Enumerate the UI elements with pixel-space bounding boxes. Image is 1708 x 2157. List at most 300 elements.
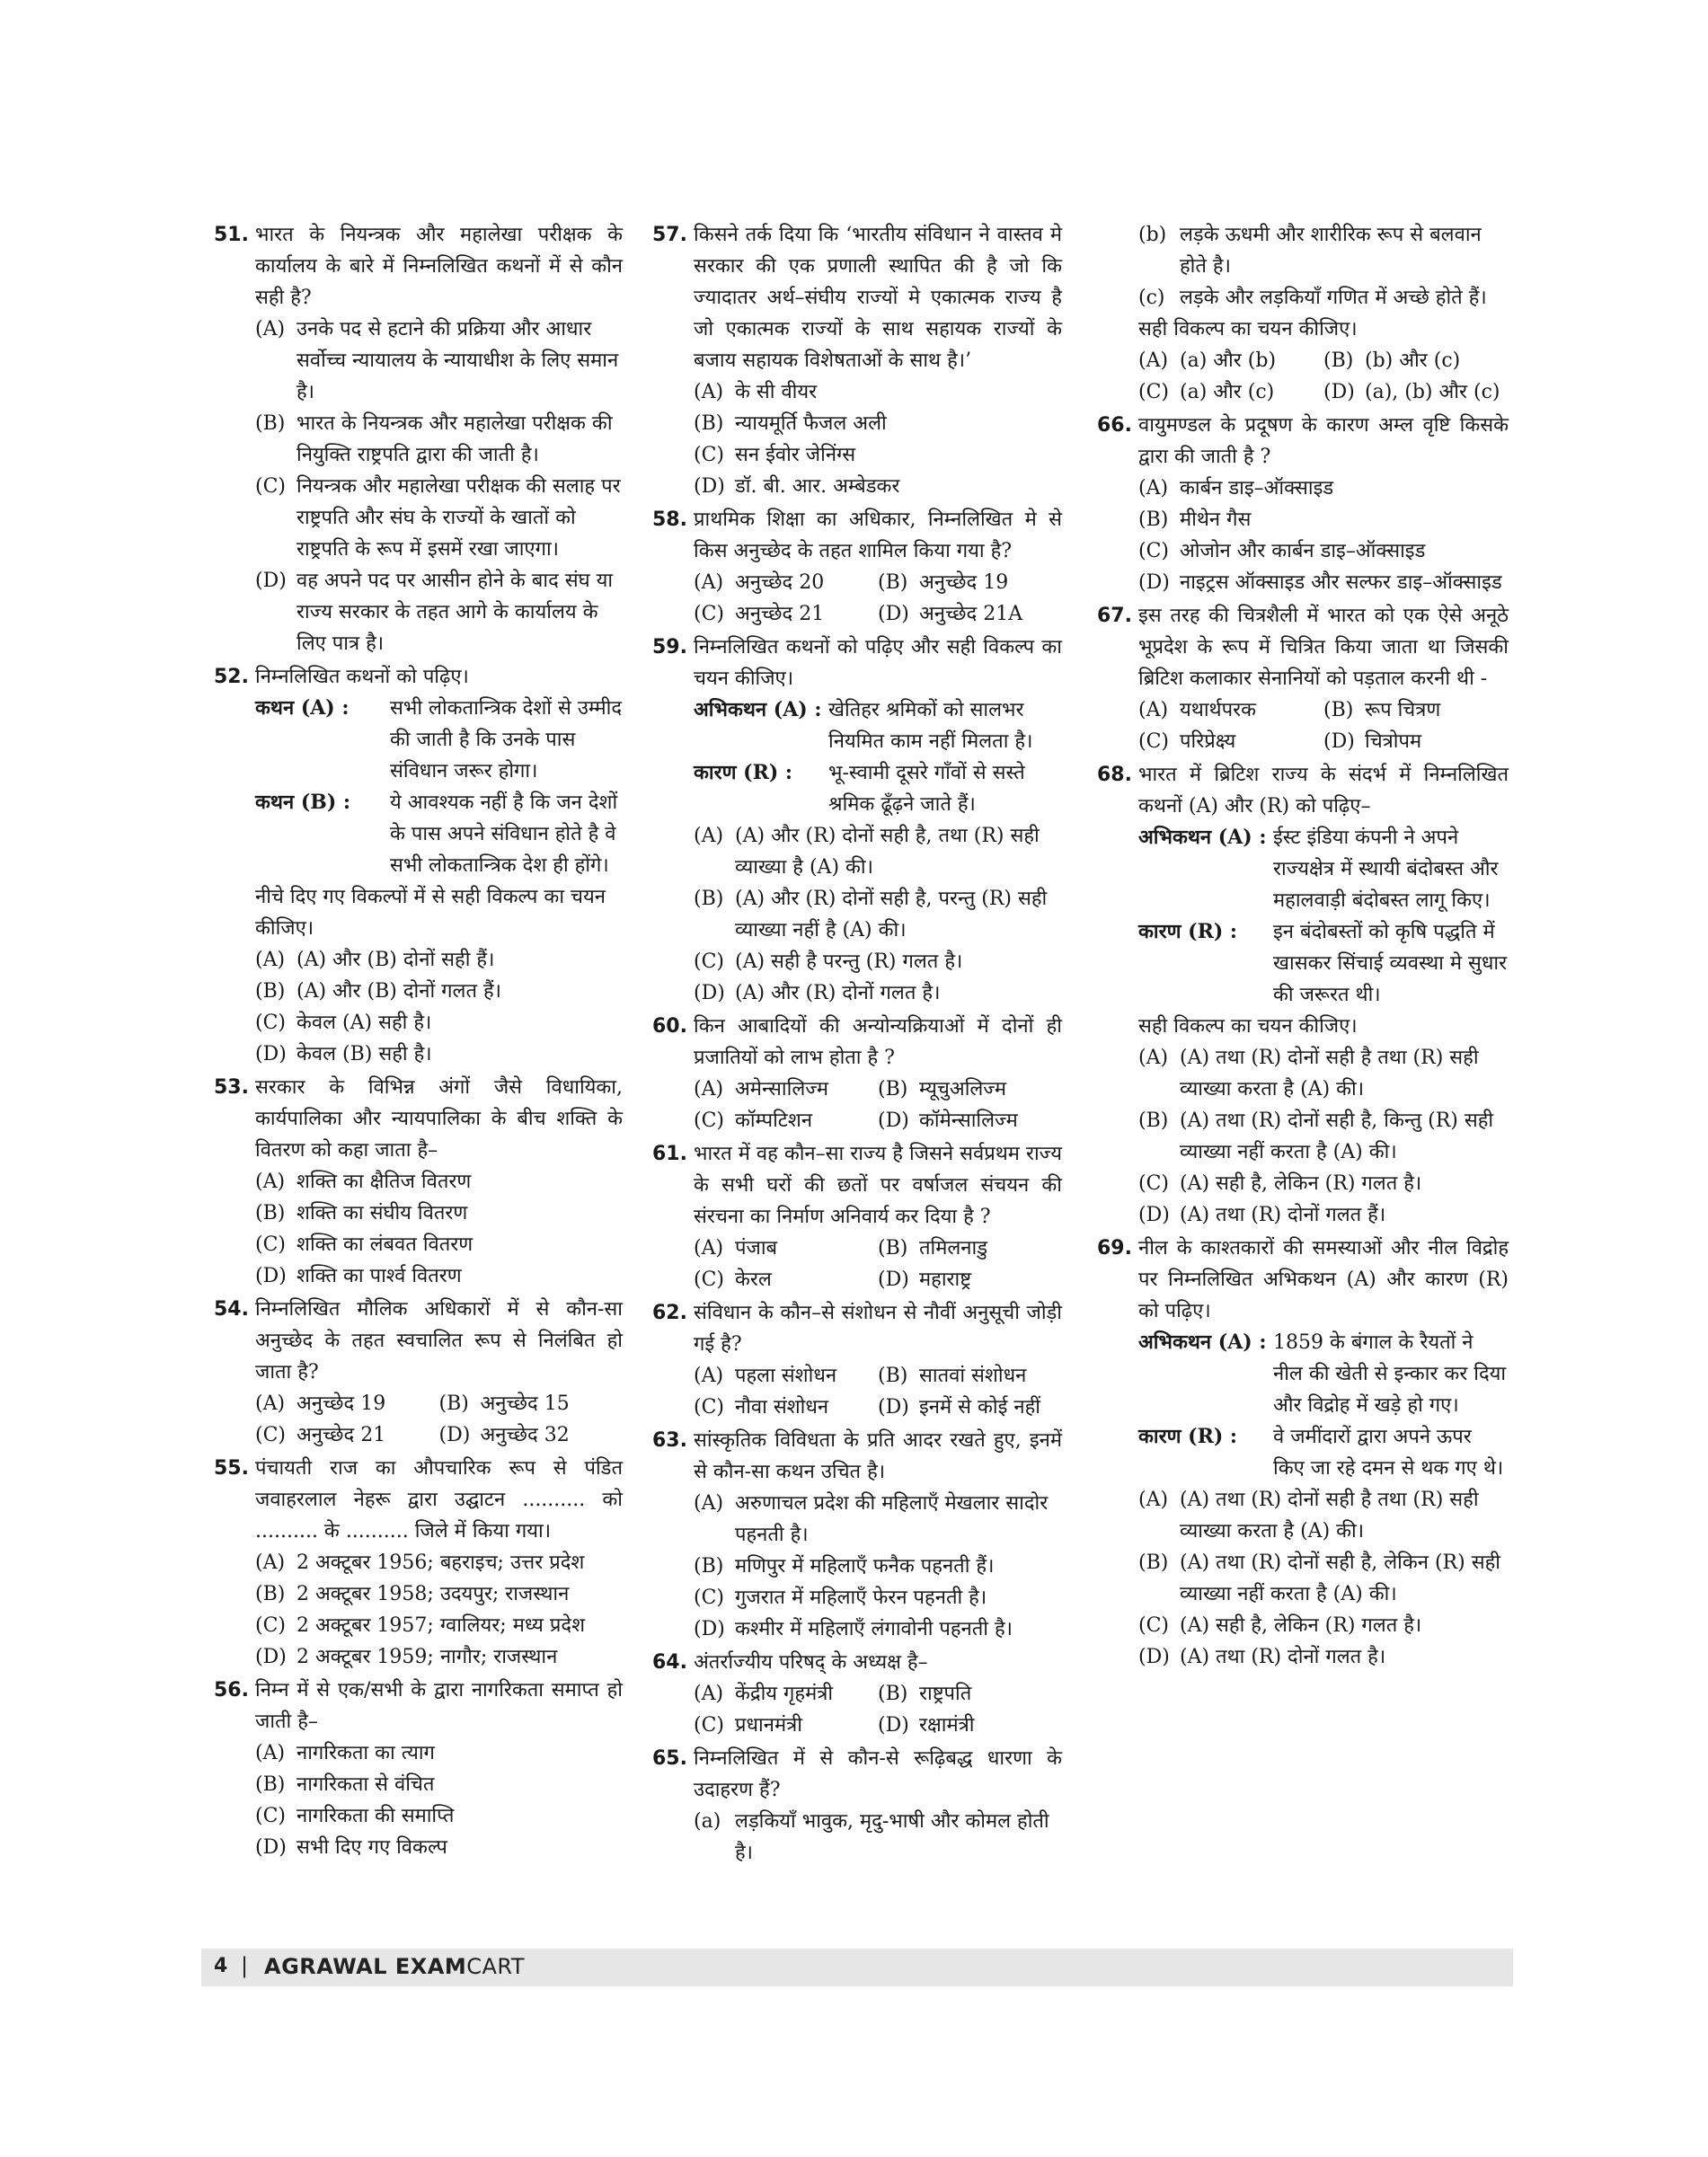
option-label: (B) (1138, 1109, 1169, 1132)
option-text: केवल (A) सही है। (296, 1012, 432, 1034)
option (439, 1419, 624, 1451)
option (694, 1613, 1062, 1645)
option-text: रक्षामंत्री (919, 1714, 975, 1737)
option (1323, 694, 1509, 726)
option (255, 1229, 623, 1260)
option-text: सातवां संशोधन (919, 1365, 1027, 1387)
option (694, 1264, 878, 1295)
option-label: (A) (255, 1742, 286, 1764)
option (694, 1392, 878, 1423)
option-label: (A) (1138, 699, 1169, 721)
option (1138, 1105, 1509, 1168)
question-67 (1097, 600, 1509, 757)
option-label: (C) (694, 1396, 724, 1419)
option-text: शक्ति का लंबवत वितरण (296, 1233, 473, 1256)
option-label: (D) (1323, 730, 1355, 753)
option (694, 1105, 878, 1136)
option-text: तमिलनाडु (919, 1237, 987, 1260)
option-text: कॉमेन्सालिज्म (919, 1109, 1018, 1132)
statement-label: कारण (R) : (1138, 920, 1238, 943)
option-row (694, 1264, 1062, 1295)
option-text: कार्बन डाइ–ऑक्साइड (1180, 477, 1334, 499)
option (878, 1233, 1062, 1264)
option (1323, 376, 1509, 408)
option-text: (A) तथा (R) दोनों सही है तथा (R) सही व्याख्या करता है (A) की। (1180, 1489, 1479, 1543)
statement-label: कथन (A) : (255, 696, 350, 720)
option-text: अनुच्छेद 15 (480, 1392, 570, 1415)
option (255, 1578, 623, 1610)
statement-label: अभिकथन (A) : (694, 698, 822, 721)
option-text: 2 अक्टूबर 1957; ग्वालियर; मध्य प्रदेश (296, 1614, 586, 1637)
option (255, 1198, 623, 1229)
option-label: (B) (1138, 1551, 1169, 1574)
option-label: (A) (1138, 477, 1169, 499)
option-label: (A) (694, 1683, 724, 1705)
option-row (1138, 376, 1509, 408)
option (255, 1737, 623, 1769)
option (694, 408, 1062, 439)
option (694, 1710, 878, 1741)
option (255, 1641, 623, 1673)
option-label: (A) (694, 1078, 724, 1101)
option (255, 1007, 623, 1039)
option-text: (a), (b) और (c) (1365, 381, 1500, 403)
option-row (1138, 694, 1509, 726)
question-number: 52. (214, 666, 249, 688)
option (255, 944, 623, 976)
option-text: यथार्थपरक (1180, 699, 1256, 721)
option-text: लड़के ऊधमी और शारीरिक रूप से बलवान होते है। (1180, 224, 1482, 278)
question-65 (652, 1743, 1062, 1869)
question-text: सांस्कृतिक विविधता के प्रति आदर रखते हुए, इनमें से कौन-सा कथन उचित है। (694, 1429, 1062, 1483)
option-label: (C) (255, 1614, 286, 1637)
option-text: नागरिकता की समाप्ति (296, 1805, 455, 1827)
option-text: उनके पद से हटाने की प्रक्रिया और आधार सर्वोच्च न्यायालय के न्यायाधीश के लिए समान है। (296, 318, 619, 403)
statement (1138, 1421, 1509, 1484)
option (878, 1264, 1062, 1295)
statement-label: कारण (R) : (1138, 1425, 1238, 1448)
option (255, 471, 623, 565)
option-text: (A) और (B) दोनों सही हैं। (296, 949, 495, 971)
option-label: (C) (694, 1269, 724, 1291)
option (255, 1832, 623, 1863)
option (1138, 1484, 1509, 1547)
option-text: प्रधानमंत्री (735, 1714, 802, 1737)
question-text: किन आबादियों की अन्योन्यक्रियाओं में दोनों ही प्रजातियों को लाभ होता है ? (694, 1015, 1062, 1069)
option-text: 2 अक्टूबर 1959; नागौर; राजस्थान (296, 1646, 558, 1668)
question-number: 55. (214, 1457, 249, 1480)
option-label: (A) (694, 1237, 724, 1260)
option (694, 1806, 1062, 1869)
option (439, 1388, 624, 1419)
option-text: न्यायमूर्ति फैजल अली (735, 412, 887, 435)
question-text: नील के काश्तकारों की समस्याओं और नील विद्रोह पर निम्नलिखित अभिकथन (A) और कारण (R) को पढ़िए। (1138, 1237, 1509, 1322)
option-text: अनुच्छेद 20 (735, 571, 825, 594)
question-56 (214, 1675, 623, 1863)
question-64 (652, 1647, 1062, 1741)
option (1138, 473, 1509, 504)
option-text: इनमें से कोई नहीं (919, 1396, 1041, 1419)
question-number: 53. (214, 1076, 249, 1099)
option (694, 820, 1062, 883)
option-label: (B) (255, 980, 286, 1003)
question-51 (214, 219, 623, 659)
question-number: 63. (652, 1429, 687, 1452)
instruction-text: सही विकल्प का चयन कीजिए। (1138, 1015, 1358, 1038)
question-text: किसने तर्क दिया कि ‘भारतीय संविधान ने वास्तव मे सरकार की एक प्रणाली स्थापित की है जो कि ज्यादातर अर्थ–संघीय राज्यों मे एकात्मक राज्य है जो एकात्मक राज्यों के साथ सहायक राज्यों के बजाय सहायक विशेषताओं के साथ है।’ (694, 224, 1062, 372)
option-label: (D) (255, 1646, 287, 1668)
question-number: 57. (652, 224, 687, 246)
question-text: संविधान के कौन–से संशोधन से नौवीं अनुसूची जोड़ी गई है? (694, 1302, 1062, 1356)
option-text: अनुच्छेद 19 (296, 1392, 386, 1415)
option (1138, 1168, 1509, 1199)
option-row (255, 1419, 623, 1451)
option-label: (D) (694, 982, 725, 1004)
option-label: (C) (255, 1012, 286, 1034)
statement (1138, 1327, 1509, 1421)
option-label: (B) (694, 1555, 724, 1578)
option-text: (A) और (R) दोनों गलत है। (735, 982, 941, 1004)
question-58 (652, 504, 1062, 630)
option-text: नागरिकता का त्याग (296, 1742, 435, 1764)
page-footer (201, 1949, 1513, 1986)
statement-text: इन बंदोबस्तों को कृषि पद्धति में खासकर सिंचाई व्यवस्था मे सुधार की जरूरत थी। (1273, 921, 1508, 1006)
option-text: ओजोन और कार्बन डाइ–ऑक्साइड (1180, 540, 1426, 562)
option-text: (A) सही है, लेकिन (R) गलत है। (1180, 1614, 1422, 1637)
statement-label: कथन (B) : (255, 791, 351, 814)
question-number: 64. (652, 1651, 687, 1674)
option (255, 1419, 439, 1451)
question-59 (652, 632, 1062, 1009)
question-number: 65. (652, 1747, 687, 1770)
option-row (694, 1678, 1062, 1710)
option-text: केरल (735, 1269, 772, 1291)
option (255, 1610, 623, 1641)
question-number: 59. (652, 636, 687, 659)
option-label: (A) (1138, 349, 1169, 372)
instruction-text: नीचे दिए गए विकल्पों में से सही विकल्प का चयन कीजिए। (255, 886, 606, 940)
question-text: निम्नलिखित कथनों को पढ़िए। (255, 666, 469, 688)
option-label: (B) (694, 888, 724, 910)
option-label: (C) (694, 1714, 724, 1737)
option-text: (A) और (B) दोनों गलत हैं। (296, 980, 502, 1003)
option-label: (D) (255, 1043, 287, 1065)
option-row (694, 1360, 1062, 1392)
option (1138, 1547, 1509, 1610)
option-text: 2 अक्टूबर 1956; बहराइच; उत्तर प्रदेश (296, 1551, 585, 1574)
option (255, 1800, 623, 1832)
question-63 (652, 1425, 1062, 1645)
option-label: (b) (1138, 224, 1167, 246)
option-text: केंद्रीय गृहमंत्री (735, 1683, 834, 1705)
option-label: (C) (1138, 381, 1169, 403)
option-label: (D) (694, 475, 725, 498)
option (694, 977, 1062, 1009)
option-label: (B) (255, 1202, 286, 1224)
option-label: (B) (255, 1583, 286, 1605)
option-text: पहला संशोधन (735, 1365, 837, 1387)
statement (694, 757, 1062, 820)
question-68 (1097, 759, 1509, 1231)
statement (1138, 916, 1509, 1011)
option-text: सन ईवोर जेनिंग्स (735, 444, 856, 466)
option (1138, 1641, 1509, 1673)
question-60 (652, 1011, 1062, 1136)
question-text: सरकार के विभिन्न अंगों जैसे विधायिका, कार्यपालिका और न्यायपालिका के बीच शक्ति के वितरण को कहा जाता है– (255, 1076, 623, 1162)
statement-label: अभिकथन (A) : (1138, 826, 1267, 849)
option-text: (A) तथा (R) दोनों सही है तथा (R) सही व्याख्या करता है (A) की। (1180, 1047, 1479, 1101)
option (694, 376, 1062, 408)
question-text: निम्नलिखित कथनों को पढ़िए और सही विकल्प का चयन कीजिए। (694, 636, 1062, 690)
question-number: 66. (1097, 414, 1132, 437)
option-text: महाराष्ट्र (919, 1269, 972, 1291)
question-number: 58. (652, 508, 687, 531)
question-number: 67. (1097, 605, 1132, 627)
statement-label: कारण (R) : (694, 761, 793, 784)
option (1138, 567, 1509, 598)
option-label: (C) (694, 950, 724, 973)
option-row (694, 1105, 1062, 1136)
option-text: शक्ति का संघीय वितरण (296, 1202, 468, 1224)
option-label: (D) (1138, 571, 1170, 594)
option-label: (D) (694, 1618, 725, 1640)
question-text: अंतर्राज्यीय परिषद् के अध्यक्ष है– (694, 1651, 928, 1674)
option-label: (D) (878, 1269, 909, 1291)
statement (255, 693, 623, 787)
question-54 (214, 1294, 623, 1451)
question-number: 62. (652, 1302, 687, 1324)
option (1138, 219, 1509, 282)
option-text: केवल (B) सही है। (296, 1043, 432, 1065)
statement (255, 787, 623, 881)
option (255, 314, 623, 408)
option (878, 567, 1062, 598)
question-text: वायुमण्डल के प्रदूषण के कारण अम्ल वृष्टि किसके द्वारा की जाती है ? (1138, 414, 1509, 468)
option-text: (A) सही है, लेकिन (R) गलत है। (1180, 1172, 1422, 1195)
question-number: 68. (1097, 764, 1132, 786)
option-label: (B) (1323, 699, 1354, 721)
option (255, 1547, 623, 1578)
option-row (1138, 345, 1509, 376)
column-3 (1097, 219, 1509, 1675)
option (1138, 376, 1323, 408)
question-text: भारत में वह कौन–सा राज्य है जिसने सर्वप्रथम राज्य के सभी घरों की छतों पर वर्षाजल संचयन की संरचना का निर्माण अनिवार्य कर दिया है ? (694, 1143, 1062, 1228)
option (1138, 535, 1509, 567)
option-label: (D) (878, 1714, 909, 1737)
option-label: (B) (255, 1773, 286, 1796)
option-text: अनुच्छेद 21 (296, 1424, 386, 1446)
option-label: (D) (438, 1424, 471, 1446)
option (694, 439, 1062, 471)
question-62 (652, 1297, 1062, 1423)
question-57 (652, 219, 1062, 502)
option (1138, 694, 1323, 726)
option-row (694, 567, 1062, 598)
option-label: (C) (255, 475, 286, 498)
option (694, 1233, 878, 1264)
option-label: (D) (878, 603, 909, 625)
option-label: (A) (694, 571, 724, 594)
option (694, 598, 878, 630)
option-label: (D) (1138, 1204, 1170, 1226)
option-text: (A) और (R) दोनों सही है, परन्तु (R) सही व्याख्या नहीं है (A) की। (735, 888, 1048, 941)
option-text: शक्ति का पार्श्व वितरण (296, 1265, 462, 1287)
question-55 (214, 1453, 623, 1673)
option-text: लड़के और लड़कियाँ गणित में अच्छे होते हैं। (1180, 287, 1487, 309)
option-text: भारत के नियन्त्रक और महालेखा परीक्षक की नियुक्ति राष्ट्रपति द्वारा की जाती है। (296, 412, 613, 466)
option-text: शक्ति का क्षैतिज वितरण (296, 1171, 472, 1193)
option-label: (B) (255, 412, 286, 435)
option-row (1138, 726, 1509, 757)
question-number: 51. (214, 224, 249, 246)
option (1138, 282, 1509, 314)
option (255, 1769, 623, 1800)
option-label: (B) (878, 1683, 908, 1705)
option-label: (A) (694, 381, 724, 403)
option (255, 1166, 623, 1198)
page-number: 4 (214, 1955, 228, 1977)
option (878, 1710, 1062, 1741)
option-text: अनुच्छेद 21 (735, 603, 825, 625)
option-text: अनुच्छेद 19 (919, 571, 1009, 594)
option-text: कॉम्पटिशन (735, 1109, 813, 1132)
brand-text-bold: AGRAWAL EXAM (264, 1954, 467, 1979)
option-text: (A) तथा (R) दोनों सही है, किन्तु (R) सही व्याख्या नहीं करता है (A) की। (1180, 1109, 1494, 1163)
statement-text: ईस्ट इंडिया कंपनी ने अपने राज्यक्षेत्र में स्थायी बंदोबस्त और महालवाड़ी बंदोबस्त लागू किए। (1273, 827, 1499, 912)
option-label: (B) (878, 1078, 908, 1101)
option (255, 408, 623, 471)
statement-text: 1859 के बंगाल के रैयतों ने नील की खेती से इन्कार कर दिया और विद्रोह में खड़े हो गए। (1273, 1331, 1507, 1417)
option-text: लड़कियाँ भावुक, मृदु-भाषी और कोमल होती है। (735, 1810, 1049, 1864)
option-label: (B) (1323, 349, 1354, 372)
option-label: (C) (255, 1424, 286, 1446)
question-number: 60. (652, 1015, 687, 1038)
option-label: (A) (255, 949, 286, 971)
option (1323, 345, 1509, 376)
option-label: (C) (1138, 540, 1169, 562)
option-label: (C) (694, 1587, 724, 1609)
option-label: (c) (1138, 287, 1165, 309)
statement (1138, 822, 1509, 916)
question-number: 56. (214, 1679, 249, 1702)
option (694, 1488, 1062, 1551)
option-text: रूप चित्रण (1365, 699, 1441, 721)
option (1138, 1610, 1509, 1641)
option (694, 567, 878, 598)
option-text: वह अपने पद पर आसीन होने के बाद संघ या राज्य सरकार के तहत आगे के कार्यालय के लिए पात्र है। (296, 570, 614, 655)
option-label: (B) (438, 1392, 469, 1415)
option-label: (C) (1138, 730, 1169, 753)
question-65-continued (1097, 219, 1509, 408)
option-text: (A) तथा (R) दोनों गलत है। (1180, 1646, 1386, 1668)
option-text: नियन्त्रक और महालेखा परीक्षक की सलाह पर राष्ट्रपति और संघ के राज्यों के खातों को राष्ट्रपति के रूप में इसमें रखा जाएगा। (296, 475, 621, 561)
option-text: मीथेन गैस (1180, 508, 1252, 531)
question-text: निम्नलिखित मौलिक अधिकारों में से कौन-सा अनुच्छेद के तहत स्वचालित रूप से निलंबित हो जाता है? (255, 1298, 623, 1383)
option-label: (B) (694, 412, 724, 435)
footer-separator: | (241, 1953, 249, 1978)
option (694, 1678, 878, 1710)
option (878, 1105, 1062, 1136)
option (1138, 1042, 1509, 1105)
option-label: (C) (255, 1805, 286, 1827)
question-text: भारत के नियन्त्रक और महालेखा परीक्षक के कार्यालय के बारे में निम्नलिखित कथनों में से कौन सही है? (255, 224, 623, 309)
option-label: (A) (255, 1171, 286, 1193)
option-label: (C) (694, 444, 724, 466)
column-2 (652, 219, 1062, 1870)
statement-text: खेतिहर श्रमिकों को सालभर नियमित काम नहीं मिलता है। (828, 699, 1033, 753)
option-label: (A) (694, 1492, 724, 1515)
question-number: 54. (214, 1298, 249, 1321)
option (694, 471, 1062, 502)
question-53 (214, 1072, 623, 1292)
option-text: अमेन्सालिज्म (735, 1078, 828, 1101)
option (878, 1678, 1062, 1710)
option (694, 883, 1062, 946)
option-label: (D) (878, 1396, 909, 1419)
statement-text: ये आवश्यक नहीं है कि जन देशों के पास अपने संविधान होते है वे सभी लोकतान्त्रिक देश ही होंगे। (390, 791, 618, 877)
option-label: (A) (1138, 1489, 1169, 1511)
option-label: (C) (1138, 1614, 1169, 1637)
option-label: (D) (878, 1109, 909, 1132)
option-label: (B) (878, 1237, 908, 1260)
question-66 (1097, 410, 1509, 598)
option-text: डॉ. बी. आर. अम्बेडकर (735, 475, 900, 498)
option (255, 1260, 623, 1292)
option (694, 1360, 878, 1392)
option (1138, 504, 1509, 535)
option (255, 1039, 623, 1070)
option-label: (B) (878, 571, 908, 594)
option-label: (D) (1323, 381, 1355, 403)
statement (694, 694, 1062, 757)
option-text: अरुणाचल प्रदेश की महिलाएँ मेखलार सादोर पहनती है। (735, 1492, 1049, 1546)
statement-text: वे जमींदारों द्वारा अपने ऊपर किए जा रहे दमन से थक गए थे। (1273, 1426, 1504, 1480)
question-text: निम्न में से एक/सभी के द्वारा नागरिकता समाप्त हो जाती है– (255, 1679, 623, 1733)
option-label: (B) (1138, 508, 1169, 531)
option-row (694, 1710, 1062, 1741)
option (694, 1074, 878, 1105)
column-1 (214, 219, 623, 1865)
question-52 (214, 661, 623, 1070)
option-text: नाइट्रस ऑक्साइड और सल्फर डाइ–ऑक्साइड (1180, 571, 1502, 594)
statement-text: भू-स्वामी दूसरे गाँवों से सस्ते श्रमिक ढूँढ़ने जाते हैं। (828, 762, 1025, 816)
question-text: पंचायती राज का औपचारिक रूप से पंडित जवाहरलाल नेहरू द्वारा उद्घाटन .......... को .......... के .......... जिले में किया गया। (255, 1457, 623, 1543)
question-text: भारत में ब्रिटिश राज्य के संदर्भ में निम्नलिखित कथनों (A) और (R) को पढ़िए– (1138, 764, 1509, 818)
option-row (694, 1392, 1062, 1423)
option-text: अनुच्छेद 32 (480, 1424, 570, 1446)
option (1323, 726, 1509, 757)
question-number: 69. (1097, 1237, 1132, 1260)
option (255, 565, 623, 659)
option-label: (A) (694, 1365, 724, 1387)
option-label: (A) (255, 1551, 286, 1574)
option (694, 946, 1062, 977)
option-text: कश्मीर में महिलाएँ लंगावोनी पहनती है। (735, 1618, 1013, 1640)
option-text: (A) तथा (R) दोनों सही है, लेकिन (R) सही व्याख्या नहीं करता है (A) की। (1180, 1551, 1500, 1605)
option-text: 2 अक्टूबर 1958; उदयपुर; राजस्थान (296, 1583, 570, 1605)
option-label: (A) (1138, 1047, 1169, 1069)
option-text: परिप्रेक्ष्य (1180, 730, 1236, 753)
question-61 (652, 1138, 1062, 1295)
option-text: (A) सही है परन्तु (R) गलत है। (735, 950, 963, 973)
option-text: नौवा संशोधन (735, 1396, 829, 1419)
option-text: (A) तथा (R) दोनों गलत हैं। (1180, 1204, 1386, 1226)
option-row (694, 598, 1062, 630)
option-text: मणिपुर में महिलाएँ फनैक पहनती हैं। (735, 1555, 995, 1578)
option-label: (a) (694, 1810, 721, 1833)
option-text: गुजरात में महिलाएँ फेरन पहनती है। (735, 1587, 987, 1609)
brand-text-thin: CART (466, 1954, 525, 1979)
